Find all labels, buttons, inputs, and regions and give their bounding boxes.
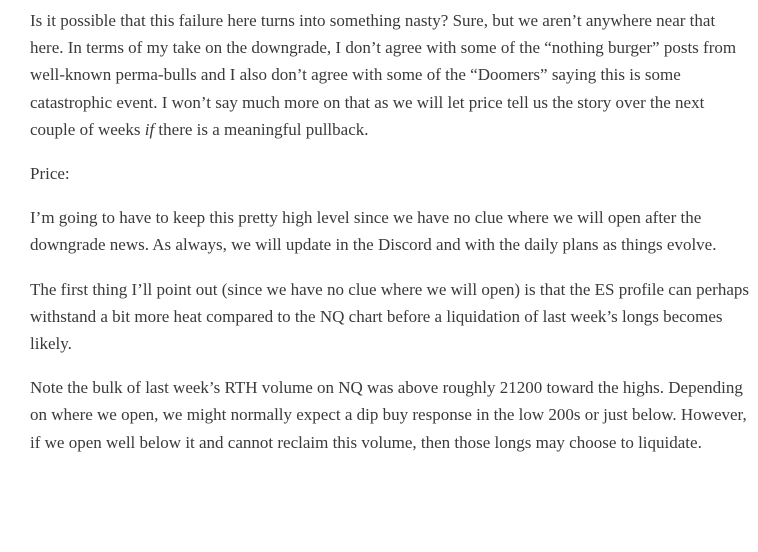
paragraph-es-profile: The first thing I’ll point out (since we have no clue where we will open) is that the ES profile can perhaps withstand a bit more heat compared to the NQ chart before a liquidation of last week’s longs becomes likely. [30, 279, 749, 354]
paragraph-nq-volume: Note the bulk of last week’s RTH volume on NQ was above roughly 21200 toward the highs. Depending on where we open, we might normally expect a dip buy response in the low 200s or just below. However, if we open well below it and cannot reclaim this volume, then those longs may choose to liquidate. [30, 378, 747, 452]
emphasis-if: if [144, 119, 155, 139]
paragraph-downgrade-take [30, 7, 750, 143]
paragraph-downgrade-take-text: Is it possible that this failure here turns into something nasty? Sure, but we aren’t anywhere near that here. In terms of my take on the downgrade, I don’t agree with some of the “nothing burger” posts from well-known perma-bulls and I also don’t agree with some of the “Doomers” saying this is some catastrophic event. I won’t say much more on that as we will let price tell us the story over the next couple of weeks [30, 11, 737, 139]
paragraph-downgrade-take-end: there is a meaningful pullback. [154, 119, 369, 139]
article-body [30, 7, 750, 473]
paragraph-high-level: I’m going to have to keep this pretty high level since we have no clue where we will open after the downgrade news. As always, we will update in the Discord and with the daily plans as things evolve. [30, 208, 717, 255]
paragraph-price-heading: Price: [30, 164, 70, 184]
